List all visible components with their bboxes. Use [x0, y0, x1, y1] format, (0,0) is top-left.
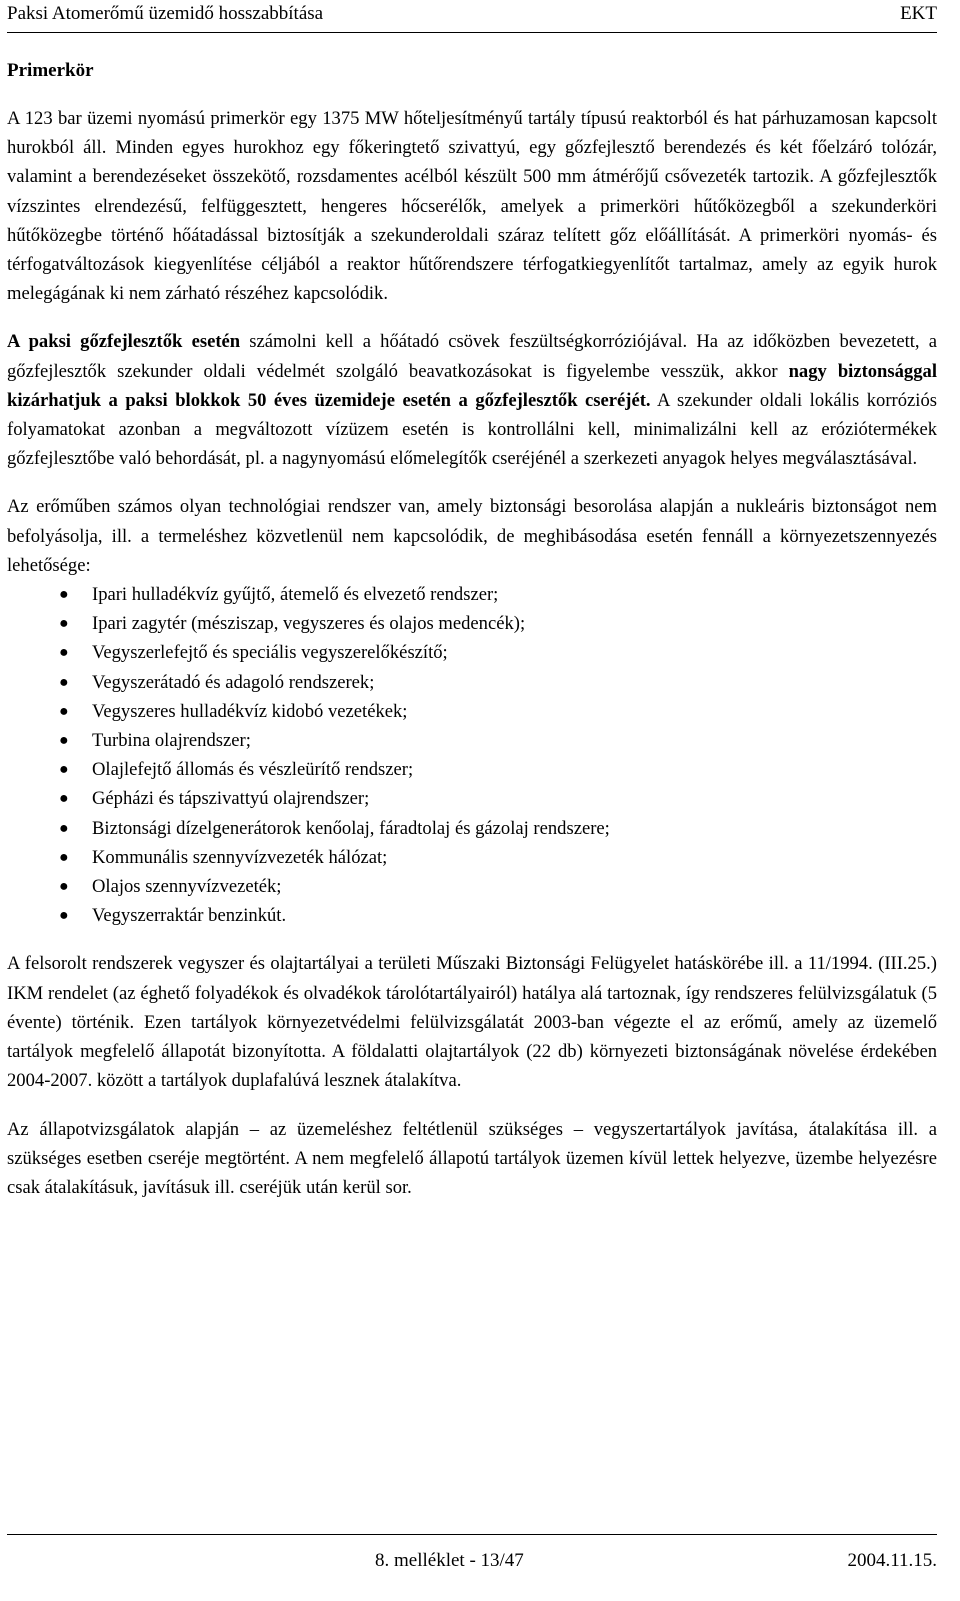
list-item-text: Olajlefejtő állomás és vészleürítő rendszer; [92, 759, 414, 781]
bold-text-gozfejlesztok: A paksi gőzfejlesztők esetén [7, 331, 241, 353]
list-item-text: Olajos szennyvízvezeték; [92, 876, 282, 898]
bold-text-kizarhatjuk: nagy biztonsággal kizárhatjuk a paksi blokkok 50 éves üzemideje esetén a gőzfejlesztők cseréjét. [7, 360, 937, 411]
list-item [7, 784, 937, 813]
list-item [7, 638, 937, 667]
bullet-icon: ● [59, 702, 69, 720]
list-item-text: Biztonsági dízelgenerátorok kenőolaj, fáradtolaj és gázolaj rendszere; [92, 817, 610, 839]
list-item [7, 609, 937, 638]
text-segment: számolni kell a hőátadó csövek feszültségkorróziójával. Ha az időközben bevezetett, a gőzfejlesztők szekunder oldali védelmét szolgáló beavatkozásokat is figyelembe vesszük, akkor [7, 331, 937, 382]
text-segment: A szekunder oldali lokális korróziós folyamatokat azonban a megváltozott vízüzem esetén is kontrollálni kell, minimalizálni kell az eróziótermékek gőzfejlesztőbe való behordását, pl. a nagynyomású előmelegítők cseréjénél a szerkezeti anyagok helyes megválasztásával. [7, 389, 937, 470]
paragraph-rendszerek-intro: Az erőműben számos olyan technológiai rendszer van, amely biztonsági besorolása alapján a nukleáris biztonságot nem befolyásolja, ill. a termeléshez közvetlenül nem kapcsolódik, de meghibásodása esetén fennáll a környezetszennyezés lehetősége: [7, 496, 937, 576]
bullet-icon: ● [59, 644, 69, 662]
bullet-icon: ● [59, 819, 69, 837]
header-title: Paksi Atomerőmű üzemidő hosszabbítása [7, 3, 324, 24]
list-item-text: Vegyszerátadó és adagoló rendszerek; [92, 671, 375, 693]
bullet-icon: ● [59, 761, 69, 779]
footer-date: 2004.11.15. [847, 1550, 937, 1571]
bullet-icon: ● [59, 586, 69, 604]
list-item [7, 668, 937, 697]
list-item [7, 580, 937, 609]
paragraph-allapotvizsgalatok: Az állapotvizsgálatok alapján – az üzemeléshez feltétlenül szükséges – vegyszertartályok javítása, átalakítása ill. a szükséges esetben cseréje megtörtént. A nem megfelelő állapotú tartályok üzemen kívül lettek helyezve, üzembe helyezésre csak átalakításuk, javításuk ill. cseréjük után kerül sor. [7, 1118, 937, 1198]
list-item [7, 814, 937, 843]
list-item-text: Gépházi és tápszivattyú olajrendszer; [92, 788, 370, 810]
bullet-icon: ● [59, 878, 69, 896]
list-item [7, 726, 937, 755]
header-right-label: EKT [900, 3, 937, 24]
list-item [7, 872, 937, 901]
list-item [7, 755, 937, 784]
bullet-icon: ● [59, 673, 69, 691]
list-item-text: Turbina olajrendszer; [92, 730, 251, 752]
system-list [7, 580, 937, 930]
section-title: Primerkör [7, 60, 94, 81]
bullet-icon: ● [59, 907, 69, 925]
list-item-text: Ipari hulladékvíz gyűjtő, átemelő és elvezető rendszer; [92, 584, 499, 606]
list-item [7, 901, 937, 930]
paragraph-primerkor: A 123 bar üzemi nyomású primerkör egy 1375 MW hőteljesítményű tartály típusú reaktorból és hat párhuzamosan kapcsolt hurokból áll. Minden egyes hurokhoz egy főkeringtető szivattyú, egy gőzfejlesztő berendezés és két főelzáró tolózár, valamint a berendezéseket összekötő, rozsdamentes acélból készült 500 mm átmérőjű csővezeték tartozik. A gőzfejlesztők vízszintes elrendezésű, felfüggesztett, hengeres hőcserélők, amelyek a primerköri hűtőközegből a szekunderköri hűtőközegbe történő hőátadással biztosítják a szekunderoldali száraz telített gőz előállítását. A primerköri nyomás- és térfogatváltozások kiegyenlítése céljából a reaktor hűtőrendszere térfogatkiegyenlítőt tartalmaz, amely az egyik hurok melegágának ki nem zárható részéhez kapcsolódik. [7, 108, 937, 305]
page-header [7, 2, 937, 33]
list-item [7, 697, 937, 726]
list-item-text: Kommunális szennyvízvezeték hálózat; [92, 846, 388, 868]
document-content [7, 58, 937, 1221]
footer-page-number: 8. melléklet - 13/47 [375, 1550, 524, 1571]
bullet-icon: ● [59, 732, 69, 750]
list-item-text: Ipari zagytér (mésziszap, vegyszeres és olajos medencék); [92, 613, 526, 635]
page-footer [7, 1534, 937, 1585]
list-item [7, 843, 937, 872]
list-item-text: Vegyszerlefejtő és speciális vegyszerelőkészítő; [92, 642, 448, 664]
bullet-icon: ● [59, 615, 69, 633]
paragraph-tartalyok: A felsorolt rendszerek vegyszer és olajtartályai a területi Műszaki Biztonsági Felügyelet hatáskörébe ill. a 11/1994. (III.25.) IKM rendelet (az éghető folyadékok és olvadékok tárolótartályairól) hatálya alá tartoznak, így rendszeres felülvizsgálatuk (5 évente) történik. Ezen tartályok környezetvédelmi felülvizsgálatát 2003-ban végezte el az erőmű, amely az üzemelő tartályok megfelelő állapotát bizonyította. A földalatti olajtartályok (22 db) környezeti biztonságának növelése érdekében 2004-2007. között a tartályok duplafalúvá lesznek átalakítva. [7, 953, 937, 1092]
list-item-text: Vegyszerraktár benzinkút. [92, 905, 287, 927]
bullet-icon: ● [59, 848, 69, 866]
paragraph-gozfejlesztok [7, 327, 937, 473]
bullet-icon: ● [59, 790, 69, 808]
list-item-text: Vegyszeres hulladékvíz kidobó vezetékek; [92, 700, 408, 722]
